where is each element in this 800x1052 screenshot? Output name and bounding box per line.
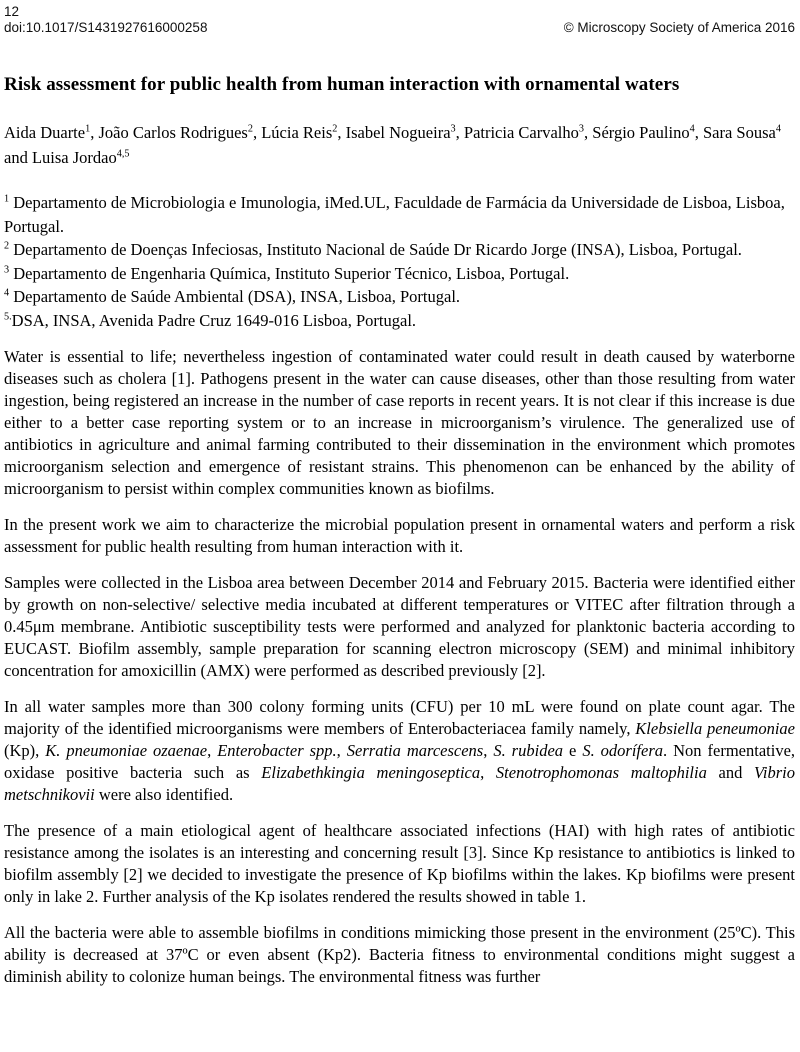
affiliation-4: $^4$ Departamento de Saúde Ambiental (DSA), INSA, Lisboa, Portugal. bbox=[4, 287, 461, 306]
paper-title: Risk assessment for public health from human interaction with ornamental waters bbox=[4, 74, 680, 95]
paragraph-intro: Water is essential to life; nevertheless ingestion of contaminated water could result in death caused by waterborne diseases such as cholera [1]. Pathogens present in the water can cause diseases, other than those resulting from water ingestion, being registered an increase in the number of case reports in recent years. It is not clear if this increase is due either to a better case reporting system or to an increase in microorganism’s virulence. The generalized use of antibiotics in agriculture and animal farming contributed to their dissemination in the environment which promotes microorganism selection and emergence of resistant strains. This phenomenon can be enhanced by the ability of microorganism to persist within complex communities known as biofilms. bbox=[4, 347, 795, 498]
author-list: Aida Duarte$^1$, João Carlos Rodrigues$^2$, Lúcia Reis$^2$, Isabel Nogueira$^3$, Patricia Carvalho$^3$, Sérgio Paulino$^4$, Sara Sousa$^4$ and Luisa Jordao$^{4,5}$ bbox=[4, 123, 781, 167]
paragraph-biofilm-conditions: All the bacteria were able to assemble biofilms in conditions mimicking those present in the environment (25ºC). This ability is decreased at 37ºC or even absent (Kp2). Bacteria fitness to environmental conditions might suggest a diminish ability to colonize human beings. The environmental fitness was further bbox=[4, 923, 795, 986]
affiliation-1: $^1$ Departamento de Microbiologia e Imunologia, iMed.UL, Faculdade de Farmácia da Universidade de Lisboa, Lisboa, Portugal. bbox=[4, 193, 785, 236]
header-second-row bbox=[4, 20, 795, 36]
affiliation-2: $^2$ Departamento de Doenças Infeciosas, Instituto Nacional de Saúde Dr Ricardo Jorge (INSA), Lisboa, Portugal. bbox=[4, 240, 742, 259]
paragraph-results-kp: The presence of a main etiological agent of healthcare associated infections (HAI) with high rates of antibiotic resistance among the isolates is an interesting and concerning result [3]. Since Kp resistance to antibiotics is linked to biofilm assembly [2] we decided to investigate the presence of Kp biofilms within the lakes. Kp biofilms were present only in lake 2. Further analysis of the Kp isolates rendered the results showed in table 1. bbox=[4, 821, 795, 906]
doi: doi:10.1017/S1431927616000258 bbox=[4, 20, 208, 35]
affiliation-5: $^{5.}$DSA, INSA, Avenida Padre Cruz 1649-016 Lisboa, Portugal. bbox=[4, 310, 417, 330]
affiliation-list bbox=[4, 191, 795, 332]
paragraph-methods: Samples were collected in the Lisboa area between December 2014 and February 2015. Bacteria were identified either by growth on non-selective/ selective media incubated at different temperatures or VITEC after filtration through a 0.45μm membrane. Antibiotic susceptibility tests were performed and analyzed for planktonic bacteria according to EUCAST. Biofilm assembly, sample preparation for scanning electron microscopy (SEM) and minimal inhibitory concentration for amoxicillin (AMX) were performed as described previously [2]. bbox=[4, 573, 795, 680]
copyright-notice: © Microscopy Society of America 2016 bbox=[563, 20, 795, 35]
paragraph-aim: In the present work we aim to characterize the microbial population present in ornamental waters and perform a risk assessment for public health resulting from human interaction with it. bbox=[4, 515, 795, 556]
paragraph-results-species: In all water samples more than 300 colony forming units (CFU) per 10 mL were found on plate count agar. The majority of the identified microorganisms were members of Enterobacteriacea family namely, Klebsiella peneumoniae (Kp), K. pneumoniae ozaenae, Enterobacter spp., Serratia marcescens, S. rubidea e S. odorífera. Non fermentative, oxidase positive bacteria such as Elizabethkingia meningoseptica, Stenotrophomonas maltophilia and Vibrio metschnikovii were also identified. bbox=[4, 697, 796, 804]
page-header bbox=[4, 4, 795, 36]
affiliation-3: $^3$ Departamento de Engenharia Química, Instituto Superior Técnico, Lisboa, Portugal. bbox=[4, 263, 570, 283]
paper-body bbox=[4, 346, 795, 988]
page-number: 12 bbox=[4, 4, 20, 19]
